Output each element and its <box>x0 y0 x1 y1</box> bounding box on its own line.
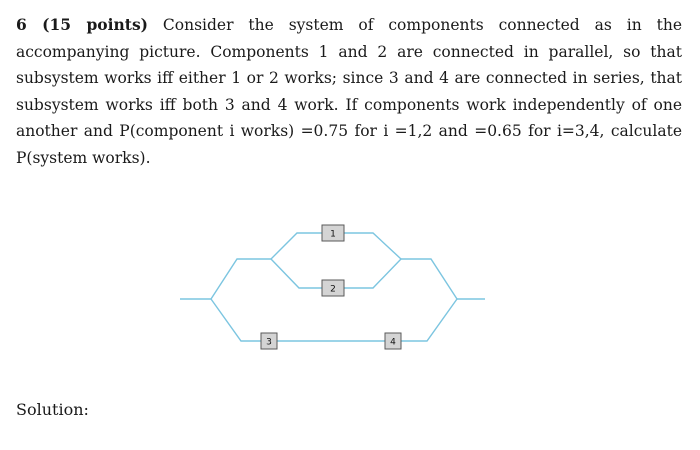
component-4 <box>385 333 401 349</box>
component-4-label: 4 <box>390 337 396 348</box>
solution-label: Solution: <box>16 400 89 419</box>
system-diagram <box>175 215 495 355</box>
lower-branch-left-wire <box>211 299 261 341</box>
component-3 <box>261 333 277 349</box>
component-2-path-right <box>344 259 401 288</box>
component-2 <box>322 280 344 296</box>
component-2-path-left <box>271 259 322 288</box>
problem-statement <box>16 12 682 171</box>
component-3-label: 3 <box>266 337 272 348</box>
component-2-label: 2 <box>330 284 336 295</box>
system-diagram-svg <box>175 215 495 355</box>
component-1-label: 1 <box>330 229 336 240</box>
component-1-path-right <box>344 233 401 259</box>
problem-text: Consider the system of components connected as in the accompanying picture. Components 1 and 2 are connected in parallel, so that subsystem works iff either 1 or 2 works; since 3 and 4 are connected in series, that subsystem works iff both 3 and 4 work. If components work independently of one another and P(component i works) =0.75 for i =1,2 and =0.65 for i=3,4, calculate P(system works). <box>16 16 682 167</box>
component-1 <box>322 225 344 241</box>
component-1-path-left <box>271 233 322 259</box>
upper-branch-left-wire <box>211 259 271 299</box>
lower-branch-right-wire <box>401 299 457 341</box>
upper-branch-right-wire <box>401 259 457 299</box>
problem-number-points: 6 (15 points) <box>16 15 149 34</box>
